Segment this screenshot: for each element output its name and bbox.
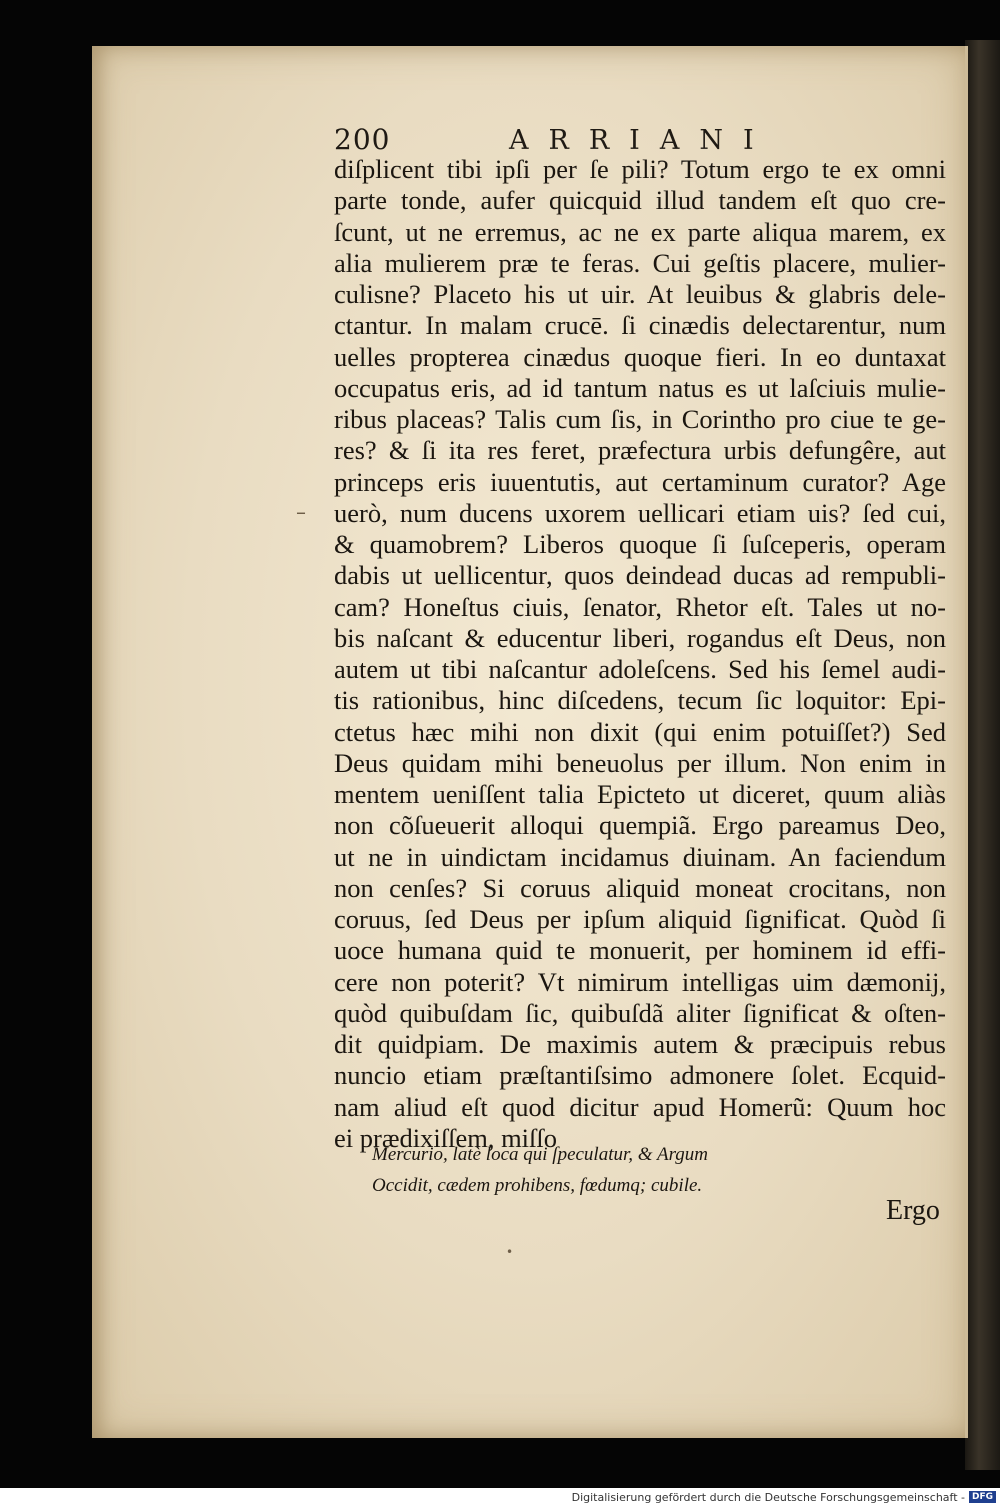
text-line: bis naſcant & educentur liberi, rogandus eſt Deus, non	[334, 622, 946, 653]
verse-line: Occidit, cædem prohibens, fœdumq; cubile.	[372, 1175, 703, 1196]
text-line: quòd quibuſdam ſic, quibuſdã aliter ſignificat & oſten-	[334, 997, 946, 1028]
text-line: Deus quidam mihi beneuolus per illum. Non enim in	[334, 747, 946, 778]
text-line: autem ut tibi naſcantur adoleſcens. Sed his ſemel audi-	[334, 654, 946, 684]
text-line: dabis ut uellicentur, quos deindead ducas ad rempubli-	[334, 560, 946, 591]
text-line: occupatus eris, ad id tantum natus es ut laſciuis mulie-	[334, 372, 946, 403]
text-line: mentem ueniſſent talia Epicteto ut diceret, quum aliàs	[334, 779, 946, 809]
ink-spot: •	[506, 1245, 514, 1259]
footer-bar	[0, 1488, 1000, 1506]
catchword: Ergo	[886, 1195, 940, 1226]
running-title: ARRIANI	[509, 125, 774, 156]
text-line: res? & ſi ita res feret, præfectura urbis defungêre, aut	[334, 435, 946, 466]
text-line: non cõſueuerit alloqui quempiã. Ergo pareamus Deo,	[334, 810, 946, 841]
text-line: alia mulierem præ te feras. Cui geſtis placere, mulier-	[334, 247, 946, 278]
text-line: ei prædixiſſem, miſſo	[334, 1122, 558, 1153]
text-line: dit quidpiam. De maximis autem & præcipuis rebus	[334, 1029, 946, 1059]
footer-credit: Digitalisierung gefördert durch die Deutsche Forschungsgemeinschaft -	[571, 1490, 965, 1504]
text-line: princeps eris iuuentutis, aut certaminum curator? Age	[334, 466, 946, 497]
text-line: parte tonde, aufer quicquid illud tandem eſt quo cre-	[334, 185, 946, 216]
text-line: diſplicent tibi ipſi per ſe pili? Totum ergo te ex omni	[334, 154, 946, 184]
dfg-logo-icon: DFG	[969, 1491, 996, 1503]
text-line: uerò, num ducens uxorem uellicari etiam uis? ſed cui,	[334, 497, 946, 528]
page-number: 200	[334, 123, 391, 156]
text-line: cere non poterit? Vt nimirum intelligas uim dæmonij,	[334, 966, 946, 997]
text-line: & quamobrem? Liberos quoque ſi ſuſceperis, operam	[334, 529, 946, 559]
text-line: ut ne in uindictam incidamus diuinam. An faciendum	[334, 841, 946, 872]
verse-quotation	[372, 1139, 772, 1201]
text-line: ctetus hæc mihi non dixit (qui enim potuiſſet?) Sed	[334, 716, 946, 747]
text-line: non cenſes? Si coruus aliquid moneat crocitans, non	[334, 872, 946, 903]
verse-line: Mercurio, latè loca qui ſpeculatur, & Argum	[372, 1144, 708, 1165]
text-line: tis rationibus, hinc diſcedens, tecum ſic loquitor: Epi-	[334, 685, 946, 716]
text-line: nam aliud eſt quod dicitur apud Homerũ: Quum hoc	[334, 1091, 946, 1122]
margin-mark: –	[296, 500, 306, 524]
text-line: culisne? Placeto his ut uir. At leuibus & glabris dele-	[334, 279, 946, 309]
text-line: cam? Honeſtus ciuis, ſenator, Rhetor eſt. Tales ut no-	[334, 591, 946, 622]
text-line: ctantur. In malam crucē. ſi cinædis delectarentur, num	[334, 310, 946, 341]
text-line: uoce humana quid te monuerit, per hominem id effi-	[334, 935, 946, 966]
text-line: ſcunt, ut ne erremus, ac ne ex parte aliqua marem, ex	[334, 216, 946, 247]
running-head	[334, 116, 804, 156]
text-line: coruus, ſed Deus per ipſum aliquid ſignificat. Quòd ſi	[334, 904, 946, 934]
text-line: nuncio etiam præſtantiſsimo admonere ſolet. Ecquid-	[334, 1060, 946, 1091]
body-text	[334, 154, 954, 1154]
text-line: uelles propterea cinædus quoque fieri. In eo duntaxat	[334, 341, 946, 372]
text-line: ribus placeas? Talis cum ſis, in Corintho pro ciue te ge-	[334, 404, 946, 434]
book-edge	[965, 40, 1000, 1470]
